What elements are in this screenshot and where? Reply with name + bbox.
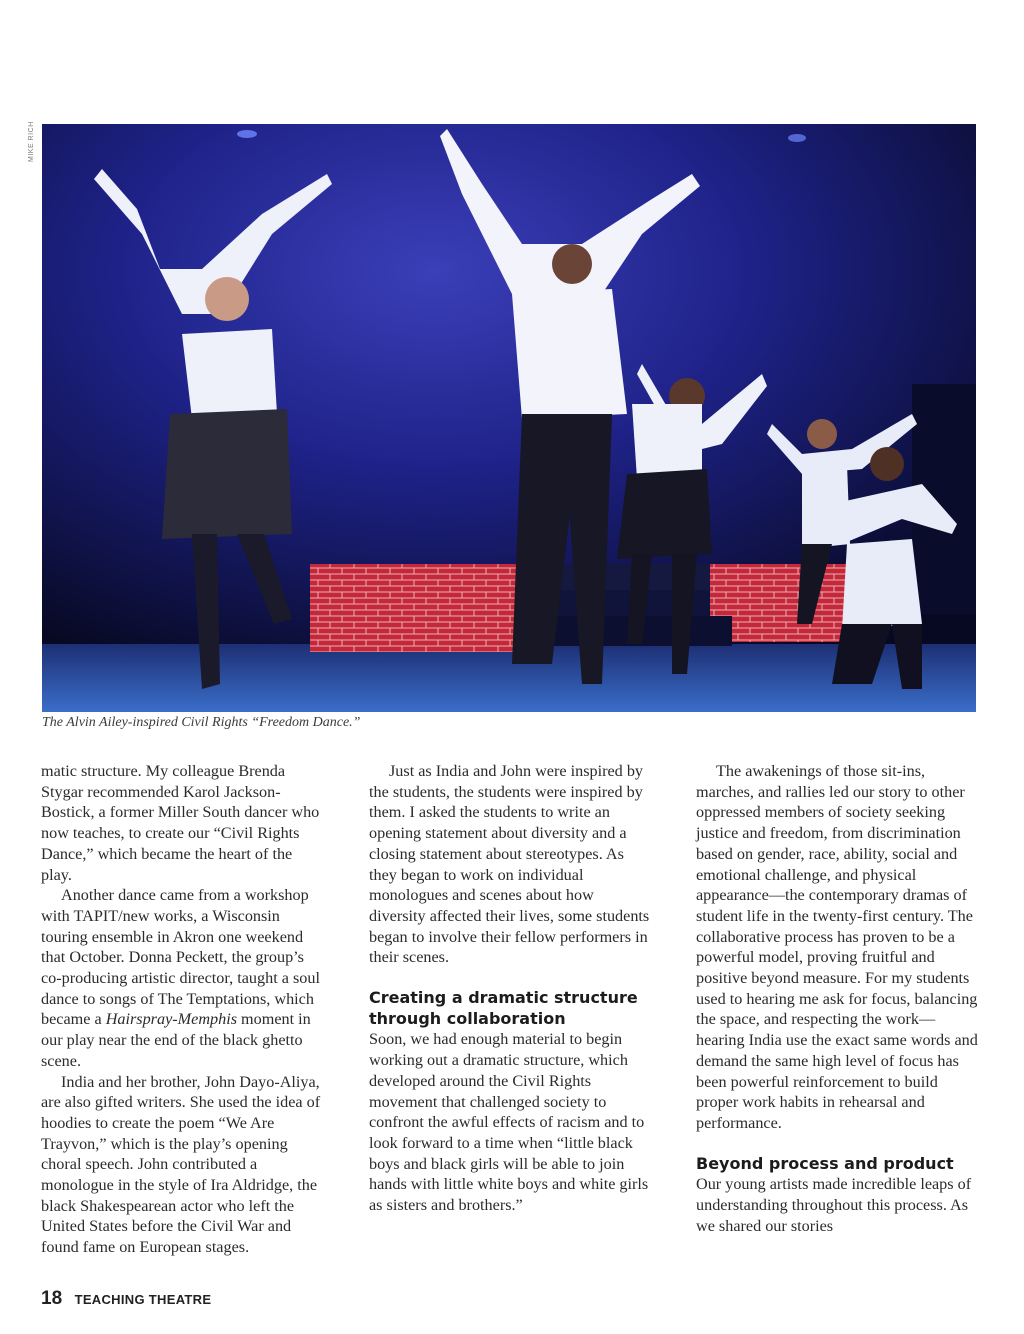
article-column-3 xyxy=(696,761,981,1236)
article-column-1 xyxy=(41,761,326,1258)
photo-credit: MIKE RICH xyxy=(28,121,35,162)
section-heading: Creating a dramatic structure through collaboration xyxy=(369,988,638,1028)
stage-photo xyxy=(42,124,976,712)
page-number: 18 xyxy=(41,1288,63,1309)
paragraph: matic structure. My colleague Brenda Stygar recommended Karol Jackson-Bostick, a former Miller South dancer who now teaches, to create our “Civil Rights Dance,” which became the heart of the play. xyxy=(41,762,320,884)
section-heading: Beyond process and product xyxy=(696,1153,954,1173)
photo-caption: The Alvin Ailey-inspired Civil Rights “Freedom Dance.” xyxy=(42,715,361,730)
italic-title: Hairspray-Memphis xyxy=(105,1010,237,1029)
paragraph: Soon, we had enough material to begin working out a dramatic structure, which developed around the Civil Rights movement that challenged society to confront the awful effects of racism and to look forward to a time when “little black boys and black girls will be able to join hands with little white boys and white girls as sisters and brothers.” xyxy=(369,1030,649,1215)
paragraph: India and her brother, John Dayo-Aliya, are also gifted writers. She used the idea of hoodies to create the poem “We Are Trayvon,” which is the play’s opening choral speech. John contributed a monologue in the style of Ira Aldridge, the black Shakespearean actor who left the United States before the Civil War and found fame on European stages. xyxy=(41,1072,321,1257)
paragraph: The awakenings of those sit-ins, marches, and rallies led our story to other oppressed members of society seeking justice and freedom, from discrimination based on gender, race, ability, social and emotional challenge, and physical appearance—the contemporary dramas of student life in the twenty-first century. The collaborative process has proven to be a powerful model, proving fruitful and positive beyond measure. For my students used to hearing me ask for focus, balancing the space, and respecting the work—hearing India use the exact same words and demand the same high level of focus has been powerful reinforcement to build proper work habits in rehearsal and performance. xyxy=(696,762,978,1132)
paragraph: Just as India and John were inspired by the students, the students were inspired by them. I asked the students to write an opening statement about diversity and a closing statement about stereotypes. As they began to work on individual monologues and scenes about how diversity affected their lives, some students began to involve their fellow performers in their scenes. xyxy=(369,762,650,967)
paragraph: Our young artists made incredible leaps of understanding throughout this process. As we shared our stories xyxy=(696,1175,972,1235)
paragraph: Another dance came from a workshop with TAPIT/new works, a Wisconsin touring ensemble in Akron one weekend that October. Donna Peckett, the group’s co-producing artistic director, taught a soul dance to songs of The Temptations, which became a Hairspray-Memphis moment in our play near the end of the black ghetto scene. xyxy=(41,886,320,1070)
article-column-2 xyxy=(369,761,654,1216)
page-footer xyxy=(41,1288,211,1310)
publication-name: TEACHING THEATRE xyxy=(74,1292,212,1307)
